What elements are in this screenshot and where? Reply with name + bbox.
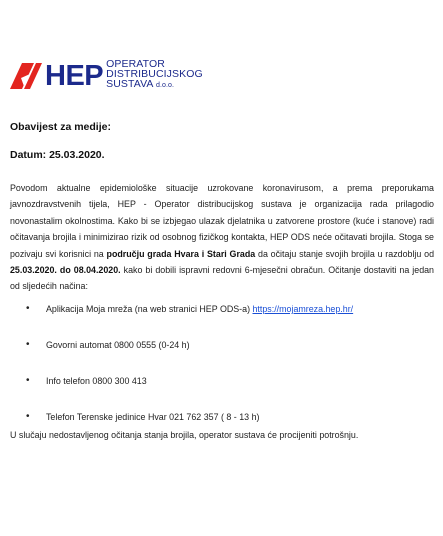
hep-lightning-logo-icon	[8, 63, 44, 89]
notice-footer: U slučaju nedostavljenog očitanja stanja brojila, operator sustava će procijeniti potrošnju.	[10, 430, 359, 440]
reading-methods-list	[26, 303, 434, 423]
list-item: • Aplikacija Moja mreža (na web stranici HEP ODS-a) https://mojamreza.hep.hr/	[26, 303, 434, 315]
logo-suffix: d.o.o.	[155, 82, 175, 89]
logo-line-2: DISTRIBUCIJSKOG	[106, 68, 203, 80]
notice-date: Datum: 25.03.2020.	[10, 149, 105, 161]
list-item: • Telefon Terenske jedinice Hvar 021 762 357 ( 8 - 13 h)	[26, 411, 434, 423]
hep-ods-logo	[8, 60, 203, 91]
notice-paragraph: Povodom aktualne epidemiološke situacije uzrokovane koronavirusom, a prema preporukama javnozdravstvenih tijela, HEP - Operator distribucijskog sustava je organizacija rada prilagodio novonastalim okolnostima. Kako bi se izbjegao ulazak djelatnika u zatvorene prostore (kuće i stanove) radi očitavanja brojila i minimizirao rizik od osobnog fizičkog kontakta, HEP ODS neće očitavati brojila. Stoga se pozivaju svi korisnici na području grada Hvara i Stari Grada da očitaju stanje svojih brojila u razdoblju od 25.03.2020. do 08.04.2020. kako bi dobili ispravni redovni 6-mjesečni obračun. Očitanje dostaviti na jedan od sljedećih načina:	[10, 183, 434, 292]
logo-brand-text: HEP	[45, 59, 104, 92]
logo-line-3: SUSTAVA d.o.o.	[106, 78, 175, 90]
logo-line-1: OPERATOR	[106, 58, 165, 70]
logo-subtitle	[106, 59, 203, 91]
notice-title: Obavijest za medije:	[10, 121, 111, 133]
date-range-highlight: 25.03.2020. do 08.04.2020.	[10, 265, 121, 276]
area-highlight: području grada Hvara i Stari Grada	[106, 248, 256, 259]
list-item: • Info telefon 0800 300 413	[26, 375, 434, 387]
list-item: • Govorni automat 0800 0555 (0-24 h)	[26, 339, 434, 351]
moja-mreza-link[interactable]: https://mojamreza.hep.hr/	[252, 304, 354, 314]
